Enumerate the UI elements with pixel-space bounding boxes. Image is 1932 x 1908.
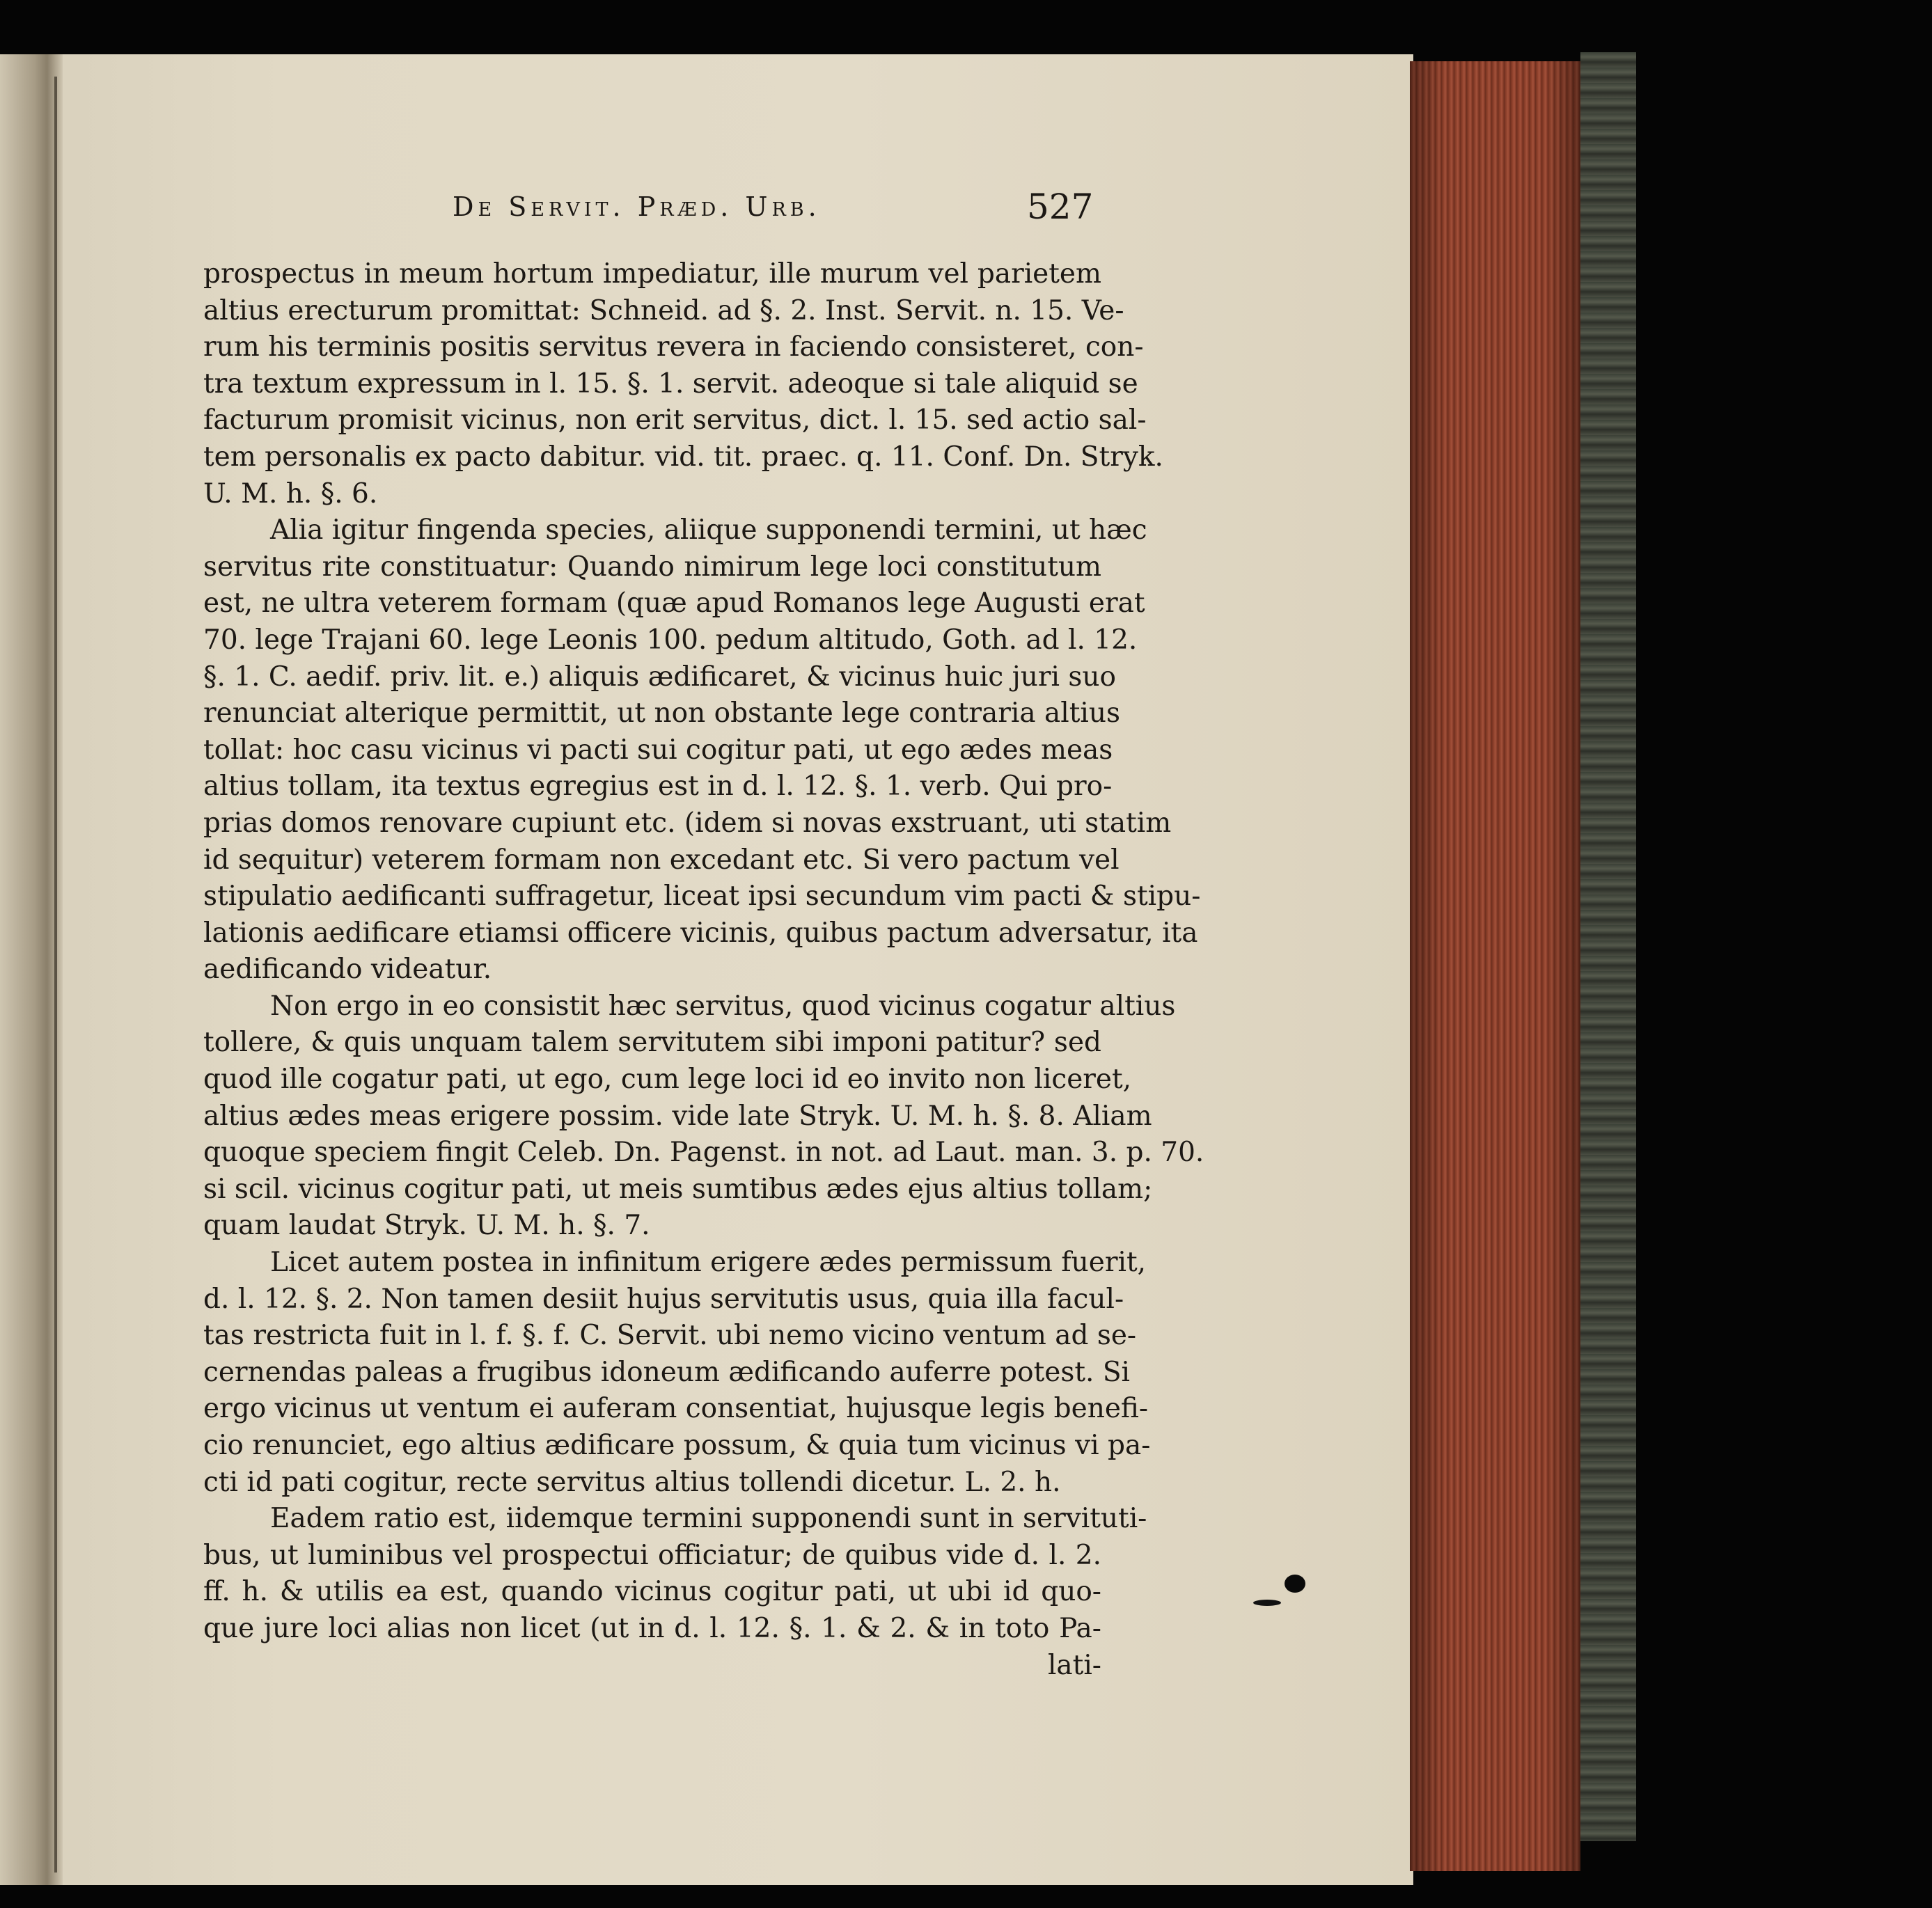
text-line: est, ne ultra veterem formam (quæ apud Romanos lege Augusti erat	[203, 588, 1145, 620]
text-line: tem personalis ex pacto dabitur. vid. tit. praec. q. 11. Conf. Dn. Stryk.	[203, 441, 1163, 473]
text-line: altius erecturum promittat: Schneid. ad §. 2. Inst. Servit. n. 15. Ve-	[203, 294, 1124, 326]
text-line: cti id pati cogitur, recte servitus altius tollendi dicetur. L. 2. h.	[203, 1466, 1061, 1498]
text-line: d. l. 12. §. 2. Non tamen desiit hujus servitutis usus, quia illa facul-	[203, 1283, 1124, 1315]
catchword: lati-	[1047, 1649, 1101, 1681]
text-line: cio renunciet, ego altius ædificare possum, & quia tum vicinus vi pa-	[203, 1430, 1151, 1461]
text-line: quoque speciem fingit Celeb. Dn. Pagenst. in not. ad Laut. man. 3. p. 70.	[203, 1137, 1204, 1169]
text-line: tra textum expressum in l. 15. §. 1. servit. adeoque si tale aliquid se	[203, 368, 1138, 400]
text-line: prias domos renovare cupiunt etc. (idem si novas exstruant, uti statim	[203, 807, 1172, 839]
facing-page-gutter	[0, 54, 63, 1885]
text-line: U. M. h. §. 6.	[203, 478, 378, 510]
page-number: 527	[1027, 187, 1094, 227]
text-line: Non ergo in eo consistit hæc servitus, quod vicinus cogatur altius	[270, 990, 1176, 1022]
text-line: quam laudat Stryk. U. M. h. §. 7.	[203, 1210, 650, 1242]
text-line: aedificando videatur.	[203, 954, 492, 986]
text-line: tollere, & quis unquam talem servitutem sibi imponi patitur? sed	[203, 1027, 1101, 1059]
text-line: tas restricta fuit in l. f. §. f. C. Servit. ubi nemo vicino ventum ad se-	[203, 1320, 1137, 1352]
text-line: Alia igitur fingenda species, aliique supponendi termini, ut hæc	[270, 514, 1147, 546]
text-line: §. 1. C. aedif. priv. lit. e.) aliquis ædificaret, & vicinus huic juri suo	[203, 661, 1116, 693]
text-line: Licet autem postea in infinitum erigere ædes permissum fuerit,	[270, 1247, 1147, 1279]
text-line: altius ædes meas erigere possim. vide late Stryk. U. M. h. §. 8. Aliam	[203, 1100, 1152, 1132]
marbled-board	[1580, 52, 1636, 1841]
text-line: tollat: hoc casu vicinus vi pacti sui cogitur pati, ut ego ædes meas	[203, 734, 1113, 766]
text-line: bus, ut luminibus vel prospectui officiatur; de quibus vide d. l. 2.	[203, 1539, 1101, 1571]
text-line: quod ille cogatur pati, ut ego, cum lege loci id eo invito non liceret,	[203, 1064, 1132, 1096]
text-line: que jure loci alias non licet (ut in d. l. 12. §. 1. & 2. & in toto Pa-	[203, 1612, 1101, 1644]
text-line: servitus rite constituatur: Quando nimirum lege loci constitutum	[203, 551, 1101, 583]
text-line: altius tollam, ita textus egregius est in d. l. 12. §. 1. verb. Qui pro-	[203, 771, 1113, 803]
text-line: stipulatio aedificanti suffragetur, liceat ipsi secundum vim pacti & stipu-	[203, 881, 1201, 913]
text-line: facturum promisit vicinus, non erit servitus, dict. l. 15. sed actio sal-	[203, 404, 1147, 436]
text-line: si scil. vicinus cogitur pati, ut meis sumtibus ædes ejus altius tollam;	[203, 1173, 1153, 1205]
text-line: 70. lege Trajani 60. lege Leonis 100. pedum altitudo, Goth. ad l. 12.	[203, 624, 1138, 656]
text-line: renunciat alterique permittit, ut non obstante lege contraria altius	[203, 697, 1121, 730]
text-line: lationis aedificare etiamsi officere vicinis, quibus pactum adversatur, ita	[203, 917, 1198, 949]
text-line: id sequitur) veterem formam non excedant etc. Si vero pactum vel	[203, 844, 1120, 876]
ink-smudge	[1253, 1600, 1281, 1606]
gutter-fold	[54, 77, 57, 1872]
ink-blot	[1285, 1575, 1305, 1593]
page-edge-shading	[1410, 61, 1580, 1871]
text-line: ff. h. & utilis ea est, quando vicinus cogitur pati, ut ubi id quo-	[203, 1576, 1101, 1608]
text-line: ergo vicinus ut ventum ei auferam consentiat, hujusque legis benefi-	[203, 1393, 1149, 1425]
running-head: De Servit. Præd. Urb.	[453, 191, 821, 222]
text-line: rum his terminis positis servitus revera in faciendo consisteret, con-	[203, 331, 1144, 363]
text-line: cernendas paleas a frugibus idoneum ædificando auferre potest. Si	[203, 1356, 1131, 1388]
body-text	[203, 256, 1204, 1684]
text-line: prospectus in meum hortum impediatur, ille murum vel parietem	[203, 258, 1101, 290]
text-line: Eadem ratio est, iidemque termini supponendi sunt in servituti-	[270, 1503, 1147, 1535]
